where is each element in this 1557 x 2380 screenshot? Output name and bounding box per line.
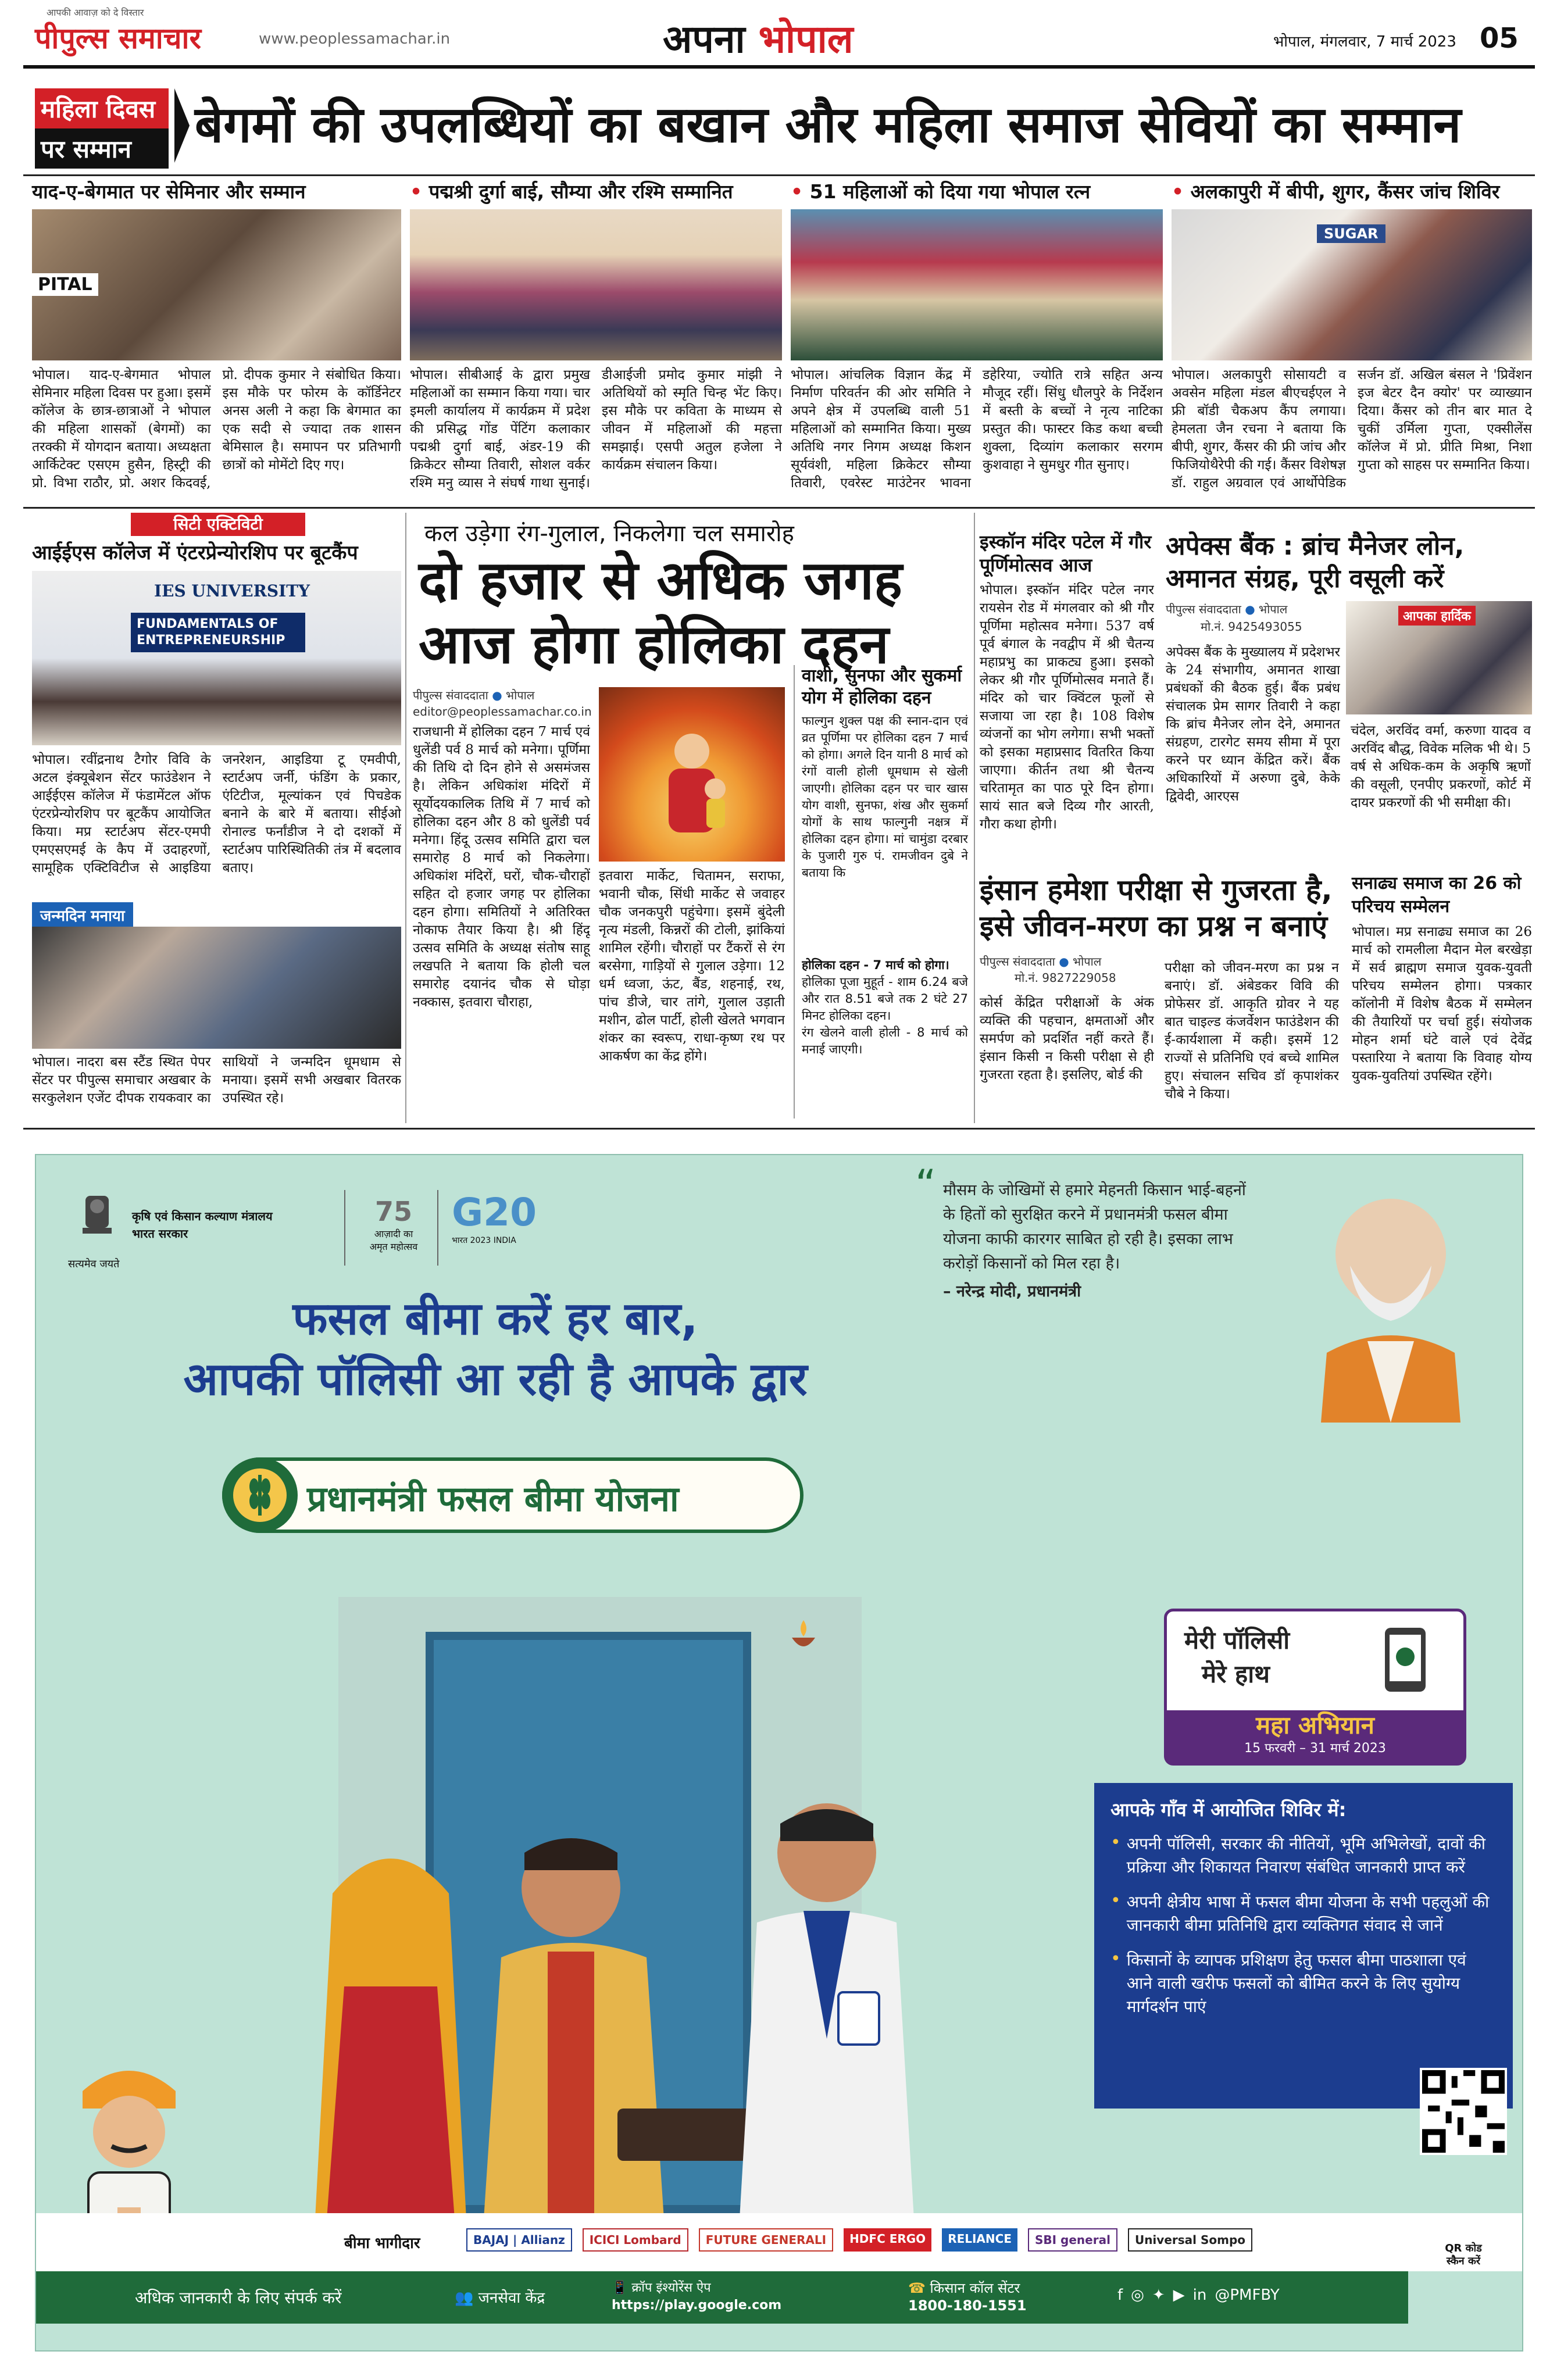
holi-yoga-box — [794, 665, 968, 1118]
pm-portrait-icon — [1286, 1167, 1495, 1423]
camp-bullet-text: अपनी क्षेत्रीय भाषा में फसल बीमा योजना के सभी पहलुओं की जानकारी बीमा प्रतिनिधि द्वारा व्यक्तिगत संवाद से जानें — [1126, 1892, 1490, 1935]
section-title — [663, 12, 853, 64]
pmfby-ad — [35, 1154, 1523, 2352]
apex-meeting-photo — [1346, 601, 1532, 714]
azadi-logo — [359, 1196, 428, 1253]
azadi-75-icon: 75 — [374, 1196, 412, 1227]
lead-rule — [23, 174, 1535, 176]
apex-title-2: अमानत संग्रह, पूरी वसूली करें — [1166, 564, 1444, 594]
ad-headline-1: फसल बीमा करें हर बार, — [292, 1293, 698, 1345]
g20-text: G20 — [452, 1190, 537, 1235]
box-bullet-1: होलिका दहन - 7 मार्च को होगा। — [802, 958, 949, 972]
qr-code-icon — [1422, 2070, 1505, 2153]
farmer-family-illustration — [245, 1736, 1048, 2219]
phone-icon — [1373, 1622, 1437, 1698]
insurer-logo[interactable]: ICICI Lombard — [583, 2228, 688, 2252]
box-bullet-3: रंग खेलने वाली होली - 8 मार्च को मनाई जाएगी। — [802, 1025, 968, 1056]
health-camp-photo — [1172, 209, 1532, 360]
camp-bullet-1 — [1110, 1832, 1497, 1879]
byline-city: भोपाल — [1259, 602, 1288, 616]
apex-title-1: अपेक्स बैंक : ब्रांच मैनेजर लोन, — [1166, 531, 1465, 561]
story-title-text: पद्मश्री दुर्गा बाई, सौम्या और रश्मि सम्मानित — [428, 180, 733, 203]
sanadhya-title: सनाढ्य समाज का 26 को परिचय सम्मेलन — [1352, 873, 1522, 917]
holika-figure-icon — [599, 687, 785, 862]
city-activity-strip: सिटी एक्टिविटी — [131, 513, 305, 536]
facebook-icon[interactable]: f — [1117, 2286, 1123, 2304]
insurer-logo[interactable]: HDFC ERGO — [844, 2228, 931, 2252]
news-bottom-rule — [23, 1128, 1535, 1130]
story-title — [791, 179, 1163, 205]
azadi-line-2: अमृत महोत्सव — [369, 1241, 418, 1252]
quote-author: – नरेन्द्र मोदी, प्रधानमंत्री — [943, 1282, 1081, 1300]
campaign-line-1: मेरी पॉलिसी — [1184, 1626, 1290, 1654]
cbi-honour-photo — [410, 209, 782, 360]
ministry-line-1: कृषि एवं किसान कल्याण मंत्रालय — [132, 1209, 273, 1223]
holi-headline-2: आज होगा होलिका दहन — [419, 613, 889, 676]
logo-text: पीपुल्स समाचार — [35, 22, 201, 55]
bhopal-ratna-photo — [791, 209, 1163, 360]
story-title — [1172, 179, 1532, 205]
footer-social — [1117, 2286, 1280, 2304]
holi-headline-1: दो हजार से अधिक जगह — [419, 549, 902, 612]
col-rule-2 — [974, 513, 975, 1123]
wheat-icon — [222, 1457, 298, 1533]
camp-bullet-text: किसानों के व्यापक प्रशिक्षण हेतु फसल बीमा पाठशाला एवं आने वाली खरीफ फसलों को बीमित करने के लिए सुयोग्य मार्गदर्शन पाएं — [1126, 1950, 1466, 2016]
box-body: फाल्गुन शुक्ल पक्ष की स्नान-दान एवं व्रत पूर्णिमा पर होलिका दहन 7 मार्च को होगा। अगले दिन यानी 8 मार्च को रंगों वाली होली धूमधाम से खेली जाएगी। होलिका दहन पर चार खास योग वाशी, सुनफा, शंख और सुकर्मा योगों के साथ फाल्गुनी नक्षत्र में होलिका दहन होगा। मां चामुंडा दरबार के पुजारी गुरु पं. रामजीवन दुबे ने बताया कि — [802, 714, 968, 880]
byline-city: भोपाल — [506, 688, 535, 702]
holi-body-1: राजधानी में होलिका दहन 7 मार्च एवं धुलेंडी पर्व 8 मार्च को मनेगा। पूर्णिमा की तिथि दो दिन होने से असमंजस है। लेकिन अधिकांश मंदिरों में सूर्योदयकालिक तिथि में 7 मार्च को होलिका दहन और 8 को धुलेंडी पर्व मनेगा। हिंदू उत्सव समिति द्वारा चल समारोह 8 मार्च को निकलेगा। अधिकांश मंदिरों, घरों, चौक-चौराहों सहित दो हजार जगह पर होलिका दहन होगा। समितियों ने अतिरिक्त नोकाफ तैयार किया है। श्री हिंदू उत्सव समिति के अध्यक्ष संतोष साहू लखपति ने बताया कि होली चल समारोह दयानंद चौक से घोड़ा नक्कास, इतवारा चौराहा, — [413, 724, 590, 1010]
apex-byline — [1166, 601, 1287, 617]
box-bullet-2: होलिका पूजा मुहूर्त - शाम 6.24 बजे और रात 8.51 बजे तक 2 घंटे 27 मिनट होलिका दहन। — [802, 975, 968, 1023]
box-title: वाशी, सुनफा और सुकर्मा योग में होलिका दहन — [802, 666, 962, 708]
bootcamp-photo — [32, 571, 401, 745]
people-icon: 👥 — [455, 2289, 474, 2307]
camp-bullet-2 — [1110, 1891, 1497, 1937]
scheme-name: प्रधानमंत्री फसल बीमा योजना — [307, 1479, 679, 1520]
call-number: 1800-180-1551 — [908, 2297, 1027, 2314]
ad-header-divider — [344, 1190, 345, 1266]
bullet-icon: • — [1110, 1832, 1121, 1853]
footer-jansewa[interactable] — [455, 2286, 545, 2307]
insurer-logo[interactable]: FUTURE GENERALI — [699, 2228, 833, 2252]
ies-banner: FUNDAMENTALS OF ENTREPRENEURSHIP — [131, 613, 305, 652]
sanadhya-story — [1352, 872, 1532, 1122]
apex-story — [1166, 530, 1532, 867]
quote-open-icon: “ — [915, 1161, 937, 1209]
story-body: भोपाल। सीबीआई के द्वारा प्रमुख महिलाओं का सम्मान किया गया। चार इमली कार्यालय में कार्यक्रम में प्रदेश की प्रसिद्ध गोंड पेंटिंग कलाकार पद्मश्री दुर्गा बाई, अंडर-19 की क्रिकेटर सौम्या तिवारी, सोशल वर्कर रश्मि मनु व्यास ने संघर्ष गाथा सुनाई। डीआईजी प्रमोद कुमार मांझी ने अतिथियों को स्मृति चिन्ह भेंट किए। इस मौके पर कविता के माध्यम से जीवन में महिलाओं की महत्ता समझाई। एसपी अतुल हजेला ने कार्यक्रम संचालन किया। — [410, 367, 782, 491]
emblem-caption: सत्यमेव जयते — [68, 1258, 120, 1270]
lead-story-3 — [791, 179, 1163, 505]
exam-title-2: इसे जीवन-मरण का प्रश्न न बनाएं — [980, 909, 1328, 943]
photo-sign: PITAL — [32, 273, 98, 296]
byline-city: भोपाल — [1073, 955, 1102, 969]
app-label: क्रॉप इंश्योरेंस ऐप — [631, 2281, 711, 2295]
sanadhya-body: भोपाल। मप्र सनाढ्य समाज का 26 मार्च को रामलीला मैदान मेल बरखेड़ा में सर्व ब्राह्मण समाज युवक-युवती परिचय सम्मेलन होगा। पत्रकार कॉलोनी में विशेष बैठक में सम्मेलन की तैयारियों पर चर्चा हुई। संयोजक मोहन शर्मा घंटे वाले एवं देवेंद्र पस्तारिया ने बताया कि विवाह योग्य युवक-युवतियां उपस्थित रहेंगे। — [1352, 924, 1532, 1084]
lead-kicker — [35, 88, 169, 169]
lead-story-1 — [32, 179, 401, 505]
insurer-logos — [466, 2228, 1252, 2252]
pm-quote — [915, 1161, 1257, 1304]
masthead-rule — [23, 65, 1535, 69]
holi-body-2: इतवारा मार्केट, चितामन, सराफा, भवानी चौक, सिंधी मार्केट से जवाहर चौक जनकपुरी पहुंचेगा। इसमें बुंदेली नृत्य मंडली, किन्नरों की टोली, झांकियां शामिल रहेंगी। चौराहों पर टैंकरों से रंग बरसेगा, गाड़ियों से गुलाल उड़ेगा। 12 धर्म ध्वजा, ऊंट, बैंड, शहनाई, रथ, पांच डीजे, चार तांगे, गुलाल उड़ाती मशीन, ढोल पार्टी, होली खेलते भगवान शंकर का स्वरूप, राधा-कृष्ण रथ पर आकर्षण का केंद्र होंगे। — [599, 869, 785, 1064]
insurer-logo[interactable]: BAJAJ | Allianz — [466, 2228, 572, 2252]
apex-body-2: चंदेल, अरविंद वर्मा, करुणा यादव व अरविंद बौद्ध, विवेक मलिक भी थे। 5 वर्ष से अधिक-कम के अकृषि ऋणों की वसूली, एनपीए प्रकरणों, कोर्ट में दायर प्रकरणों की भी समीक्षा की। — [1351, 723, 1531, 810]
campaign-dates: 15 फरवरी – 31 मार्च 2023 — [1244, 1741, 1386, 1756]
lead-divider-icon — [174, 88, 190, 163]
apex-photo-caption: आपका हार्दिक — [1398, 606, 1476, 626]
section-prefix: अपना — [663, 17, 745, 62]
ies-brand: IES UNIVERSITY — [154, 581, 310, 601]
azadi-line-1: आज़ादी का — [374, 1228, 413, 1239]
twitter-icon[interactable]: ✦ — [1152, 2286, 1165, 2304]
lead-bottom-rule — [23, 507, 1535, 509]
ad-headline-2: आपकी पॉलिसी आ रही है आपके द्वार — [183, 1353, 808, 1406]
pm-portrait — [1286, 1167, 1495, 1423]
qr-caption-1: QR कोड — [1445, 2242, 1482, 2254]
qr-code[interactable] — [1420, 2068, 1507, 2155]
insurers-label: बीमा भागीदार — [344, 2235, 420, 2252]
exam-byline — [980, 953, 1101, 969]
g20-subtext: भारत 2023 INDIA — [452, 1236, 516, 1245]
birthday-photo — [32, 927, 401, 1049]
insurer-logo[interactable]: SBI general — [1028, 2228, 1117, 2252]
byline-name: पीपुल्स संवाददाता — [1166, 602, 1241, 616]
kicker-line-1: महिला दिवस — [35, 88, 169, 128]
iskcon-story — [980, 530, 1154, 873]
story-body: भोपाल। अलकापुरी सोसायटी व अवसेन महिला मंडल बीएचईएल ने फ्री बॉडी चैकअप कैंप लगाया। हेमलता जैन रचना ने बताया कि बीपी, शुगर, कैंसर की फ्री जांच और फिजियोथैरेपी की गई। कैंसर विशेषज्ञ डॉ. राहुल अग्रवाल एवं आर्थोपेडिक सर्जन डॉ. अखिल बंसल ने 'प्रिवेंशन इज बेटर दैन क्योर' पर व्याख्यान दिया। कैंसर को तीन बार मात दे चुकीं उर्मिला गुप्ता, एक्सीलेंस कॉलेज में प्रो. प्रीति मिश्रा, निशा गुप्ता को साहस पर सम्मानित किया। — [1172, 367, 1532, 491]
instagram-icon[interactable]: ◎ — [1131, 2286, 1144, 2304]
scheme-banner[interactable] — [222, 1457, 804, 1533]
holi-byline — [413, 687, 534, 703]
story-body: भोपाल। याद-ए-बेगमात भोपाल सेमिनार महिला दिवस पर हुआ। इसमें कॉलेज के छात्र-छात्राओं ने भोपाल की महिला शासकों (बेगमों) का तरक्की में योगदान बताया। अध्यक्षता आर्किटेक्ट एसएम हुसैन, हिस्ट्री की प्रो. विभा राठौर, प्रो. अशर किदवई, प्रो. दीपक कुमार ने संबोधित किया। इस मौके पर फोरम के कॉर्डिनेटर अनस अली ने कहा कि बेगमात का एक सदी से ज्यादा तक शासन बेमिसाल है। समापन पर प्रतिभागी छात्रों को मोमेंटो दिए गए। — [32, 367, 401, 491]
story-title-text: अलकापुरी में बीपी, शुगर, कैंसर जांच शिविर — [1190, 180, 1500, 203]
ministry-name — [132, 1207, 273, 1242]
call-label: किसान कॉल सेंटर — [930, 2280, 1020, 2296]
dot-icon: ● — [1245, 602, 1255, 616]
kicker-line-2: पर सम्मान — [35, 128, 169, 169]
exam-title-1: इंसान हमेशा परीक्षा से गुजरता है, — [980, 873, 1333, 907]
insurer-logo[interactable]: Universal Sompo — [1128, 2228, 1252, 2252]
seminar-photo — [32, 209, 401, 360]
app-url: https://play.google.com — [612, 2298, 782, 2313]
birthday-label: जन्मदिन मनाया — [32, 902, 133, 928]
holika-illustration — [599, 687, 785, 862]
lamp-icon — [786, 1614, 821, 1655]
banner-text: SUGAR — [1317, 224, 1385, 243]
quote-text: मौसम के जोखिमों से हमारे मेहनती किसान भाई-बहनों के हितों को सुरक्षित करने में प्रधानमंत्री फसल बीमा योजना काफी कारगर साबित हो रही है। इसका लाभ करोड़ों किसानों को मिल रहा है। — [943, 1181, 1246, 1273]
exam-body-1: कोर्स केंद्रित परीक्षाओं के अंक व्यक्ति की पहचान, क्षमताओं और समर्पण को प्रदर्शित नहीं करते हैं। इंसान किसी न किसी परीक्षा से ही गुजरता रहता है। इसलिए, बोर्ड की — [980, 995, 1154, 1082]
city-activity — [32, 513, 401, 1123]
ad-header-divider-2 — [437, 1190, 438, 1266]
lead-story-2 — [410, 179, 782, 505]
iskcon-body: भोपाल। इस्कॉन मंदिर पटेल नगर रायसेन रोड में मंगलवार को श्री गौर पूर्णिमा महोत्सव मनेगा। 537 वर्ष पूर्व बंगाल के नवद्वीप में श्री चैतन्य महाप्रभु का प्राकट्य हुआ। इसको लेकर श्री गौर पूर्णिमोत्सव मनाते हैं। मंदिर को चार क्विंटल फूलों से सजाया जा रहा है। 108 विशेष व्यंजनों का भोग लगेगा। सभी भक्तों को इसका महाप्रसाद वितरित किया जाएगा। कीर्तन तथा श्री चैतन्य चरितामृत का पाठ पूरे दिन होगा। सायं सात बजे दिव्य गौर आरती, गौरा कथा होगी। — [980, 583, 1154, 832]
bullet-icon: • — [1110, 1949, 1121, 1969]
story-title-text: 51 महिलाओं को दिया गया भोपाल रत्न — [809, 180, 1091, 203]
holi-kicker: कल उड़ेगा रंग-गुलाल, निकलेगा चल समारोह — [424, 520, 794, 547]
logo-tagline: आपकी आवाज़ को दे विस्तार — [47, 7, 144, 18]
qr-caption — [1420, 2242, 1507, 2268]
ministry-line-2: भारत सरकार — [132, 1227, 188, 1241]
col-rule-1 — [405, 513, 406, 1123]
apex-body-1: अपेक्स बैंक के मुख्यालय में प्रदेशभर के 24 संभागीय, अमानत शाखा प्रबंधकों की बैठक हुई। बैंक प्रबंध संचालक प्रेम सागर तिवारी ने कहा कि ब्रांच मैनेजर लोन देने, अमानत संग्रहण, टारगेट समय सीमा में पूरा करने पर ध्यान केंद्रित करें। बैंक अधिकारियों में अरुणा दुबे, केके द्विवेदी, आरएस — [1166, 645, 1340, 804]
masthead-url[interactable]: www.peoplessamachar.in — [259, 30, 451, 48]
mobile-app-icon: 📱 — [612, 2281, 628, 2295]
story-title — [410, 179, 782, 205]
bullet-icon: • — [1172, 180, 1184, 203]
footer-app[interactable] — [612, 2279, 781, 2314]
insurer-logo[interactable]: RELIANCE — [942, 2228, 1017, 2252]
ad-footer — [36, 2271, 1408, 2324]
holi-email[interactable]: editor@peoplessamachar.co.in — [413, 705, 592, 719]
camp-info-box — [1094, 1783, 1513, 2109]
campaign-line-2: मेरे हाथ — [1202, 1660, 1270, 1688]
campaign-logo — [1164, 1609, 1466, 1766]
campaign-badge: महा अभियान — [1256, 1711, 1374, 1739]
holi-story — [413, 513, 971, 1123]
campaign-band — [1167, 1710, 1463, 1763]
dot-icon: ● — [492, 688, 502, 702]
lead-story-4 — [1172, 179, 1532, 505]
ad-headline — [36, 1289, 955, 1410]
call-icon: ☎ — [908, 2280, 926, 2296]
byline-name: पीपुल्स संवाददाता — [413, 688, 488, 702]
dateline: भोपाल, मंगलवार, 7 मार्च 2023 — [1273, 33, 1456, 51]
masthead-logo[interactable] — [35, 17, 201, 57]
footer-contact: अधिक जानकारी के लिए संपर्क करें — [135, 2288, 342, 2307]
bullet-icon: • — [410, 180, 423, 203]
bullet-icon: • — [791, 180, 804, 203]
birthday-body: भोपाल। नादरा बस स्टैंड स्थित पेपर सेंटर पर पीपुल्स समाचार अखबार के सरकुलेशन एजेंट दीपक रायकवार का साथियों ने जन्मदिन धूमधाम से मनाया। इसमें सभी अखबार वितरक उपस्थित रहे। — [32, 1055, 401, 1106]
page-number: 05 — [1480, 22, 1519, 55]
iskcon-title: इस्कॉन मंदिर पटेल में गौर पूर्णिमोत्सव आज — [980, 531, 1152, 576]
bullet-icon: • — [1110, 1891, 1121, 1911]
insurer-strip — [36, 2213, 1523, 2271]
g20-logo — [452, 1190, 551, 1246]
linkedin-icon[interactable]: in — [1192, 2286, 1207, 2304]
bootcamp-body: भोपाल। रवींद्रनाथ टैगोर विवि के अटल इंक्यूबेशन सेंटर फाउंडेशन ने आईईएस कॉलेज में फंडामेंटल ऑफ एंटरप्रेन्योरशिप पर बूटकैंप आयोजित किया। मप्र स्टार्टअप सेंटर-एमपी एमएसएमई के कैप में उदाहरणों, सामूहिक एक्टिविटीज से आइडिया जनरेशन, आइडिया टू एमवीपी, स्टार्टअप जर्नी, फंडिंग के प्रकार, एंटिटीज, मूल्यांकन एवं पिचडेक बनाने के बारे में बताया। सीईओ रोनाल्ड फर्नांडीज ने दो दशकों में स्टार्टअप पारिस्थितिकी तंत्र में बदलाव बताए। — [32, 752, 401, 875]
social-handle[interactable]: @PMFBY — [1215, 2286, 1280, 2304]
dot-icon: ● — [1059, 955, 1069, 969]
jansewa-label: जनसेवा केंद्र — [478, 2289, 545, 2307]
camp-title: आपके गाँव में आयोजित शिविर में: — [1110, 1799, 1347, 1821]
exam-mobile: मो.नं. 9827229058 — [1015, 971, 1116, 985]
footer-call[interactable] — [908, 2279, 1027, 2314]
byline-name: पीपुल्स संवाददाता — [980, 955, 1055, 969]
story-body: भोपाल। आंचलिक विज्ञान केंद्र में निर्माण परिवर्तन की ओर समिति ने अपने क्षेत्र में उपलब्धि वाली 51 महिलाओं को सम्मानित किया। मुख्य अतिथि नगर निगम अध्यक्ष किशन सूर्यवंशी, महिला क्रिकेटर सौम्या तिवारी, एवरेस्ट माउंटेनर भावना डहेरिया, ज्योति रात्रे सहित अन्य मौजूद रहीं। सिंधु धौलपुरे के निर्देशन में बस्ती के बच्चों ने नृत्य नाटिका प्रस्तुत की। फास्टर किड कथा बच्ची शुक्ला, दिव्यांग कलाकार सरगम कुशवाहा ने सुमधुर गीत सुनाए। — [791, 367, 1163, 491]
masthead — [0, 0, 1557, 70]
camp-bullet-text: अपनी पॉलिसी, सरकार की नीतियों, भूमि अभिलेखों, दावों की प्रक्रिया और शिकायत निवारण संबंधित जानकारी प्राप्त करें — [1126, 1834, 1485, 1877]
section-city: भोपाल — [758, 17, 854, 62]
story-title: याद-ए-बेगमात पर सेमिनार और सम्मान — [32, 180, 306, 203]
camp-bullet-3 — [1110, 1949, 1497, 2018]
qr-caption-2: स्कैन करें — [1446, 2255, 1481, 2267]
exam-body-2: परीक्षा को जीवन-मरण का प्रश्न न बनाएं। डॉ. अंबेडकर विवि की प्रोफेसर डॉ. आकृति ग्रोवर ने यह बात चाइल्ड कंजर्वेशन फाउंडेशन की ई-कार्यशाला में कही। इसमें 12 राज्यों से प्रतिनिधि एवं बच्चे शामिल हुए। संचालन सचिव डॉ कृपाशंकर चौबे ने किया। — [1165, 960, 1339, 1102]
youtube-icon[interactable]: ▶ — [1173, 2286, 1185, 2304]
city-activity-title: आईईएस कॉलेज में एंटरप्रेन्योरशिप पर बूटकैंप — [32, 541, 358, 564]
apex-mobile: मो.नं. 9425493055 — [1201, 620, 1302, 634]
lead-headline: बेगमों की उपलब्धियों का बखान और महिला समाज सेवियों का सम्मान — [195, 96, 1462, 154]
emblem-icon — [71, 1190, 123, 1254]
